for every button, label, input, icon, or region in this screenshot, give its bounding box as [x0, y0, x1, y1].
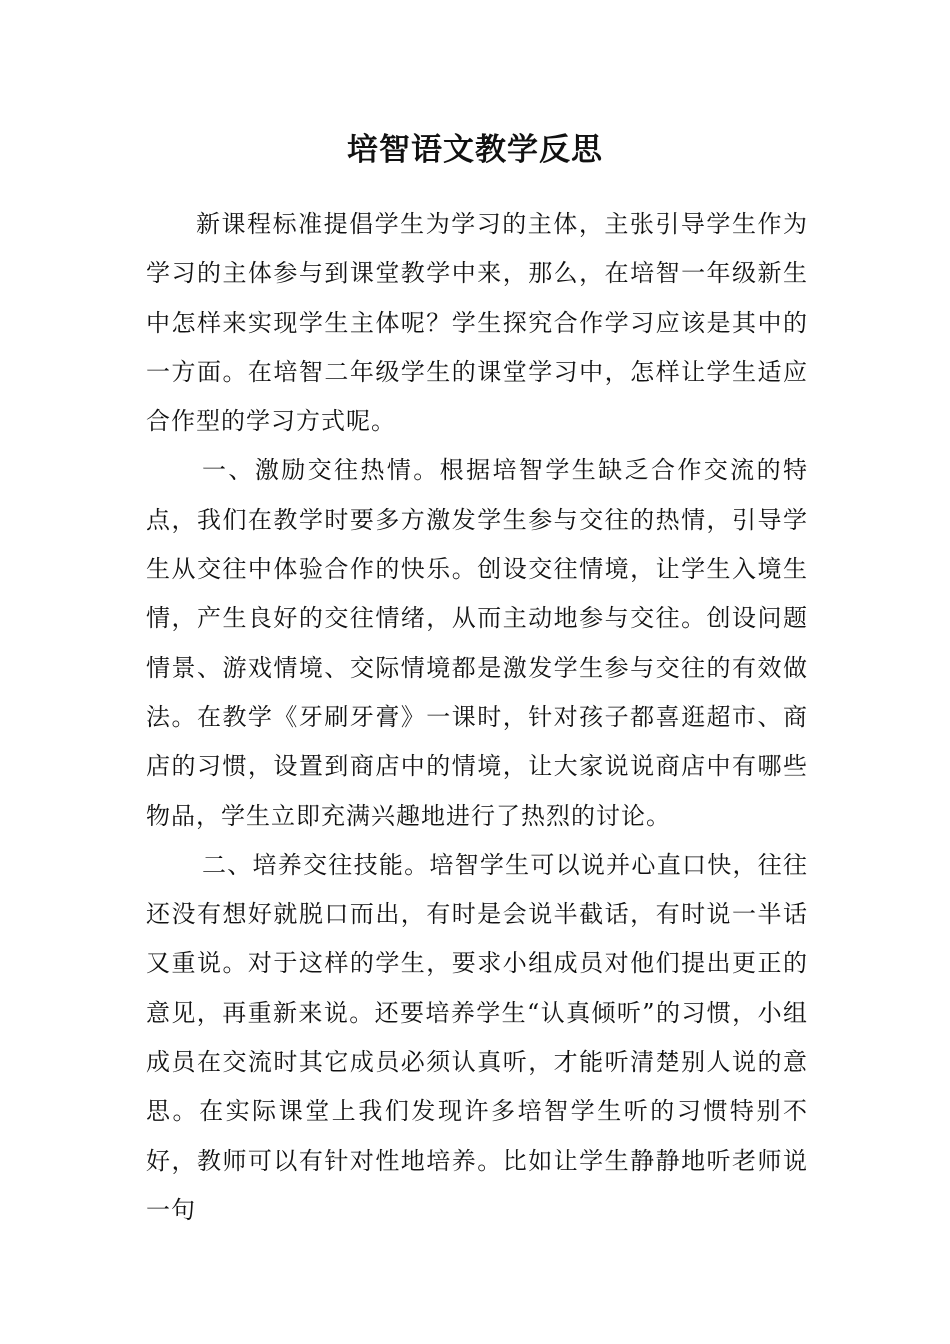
paragraph-section-1: 一、激励交往热情。根据培智学生缺乏合作交流的特点，我们在教学时要多方激发学生参与交往的热情，引导学生从交往中体验合作的快乐。创设交往情境，让学生入境生情，产生良好的交往情绪，从而主动地参与交往。创设问题情景、游戏情境、交际情境都是激发学生参与交往的有效做法。在教学《牙刷牙膏》一课时，针对孩子都喜逛超市、商店的习惯，设置到商店中的情境，让大家说说商店中有哪些物品，学生立即充满兴趣地进行了热烈的讨论。 — [146, 456, 808, 830]
document-title: 培智语文教学反思 — [347, 132, 603, 168]
paragraph-section-2: 二、培养交往技能。培智学生可以说并心直口快，往往还没有想好就脱口而出，有时是会说半截话，有时说一半话又重说。对于这样的学生，要求小组成员对他们提出更正的意见，再重新来说。还要培养学生“认真倾听”的习惯，小组成员在交流时其它成员必须认真听，才能听清楚别人说的意思。在实际课堂上我们发现许多培智学生听的习惯特别不好，教师可以有针对性地培养。比如让学生静静地听老师说一句 — [146, 850, 808, 1224]
paragraph-intro: 新课程标准提倡学生为学习的主体，主张引导学生作为学习的主体参与到课堂教学中来，那么，在培智一年级新生中怎样来实现学生主体呢？学生探究合作学习应该是其中的一方面。在培智二年级学生的课堂学习中，怎样让学生适应合作型的学习方式呢。 — [146, 210, 808, 436]
document-body — [146, 200, 808, 1235]
